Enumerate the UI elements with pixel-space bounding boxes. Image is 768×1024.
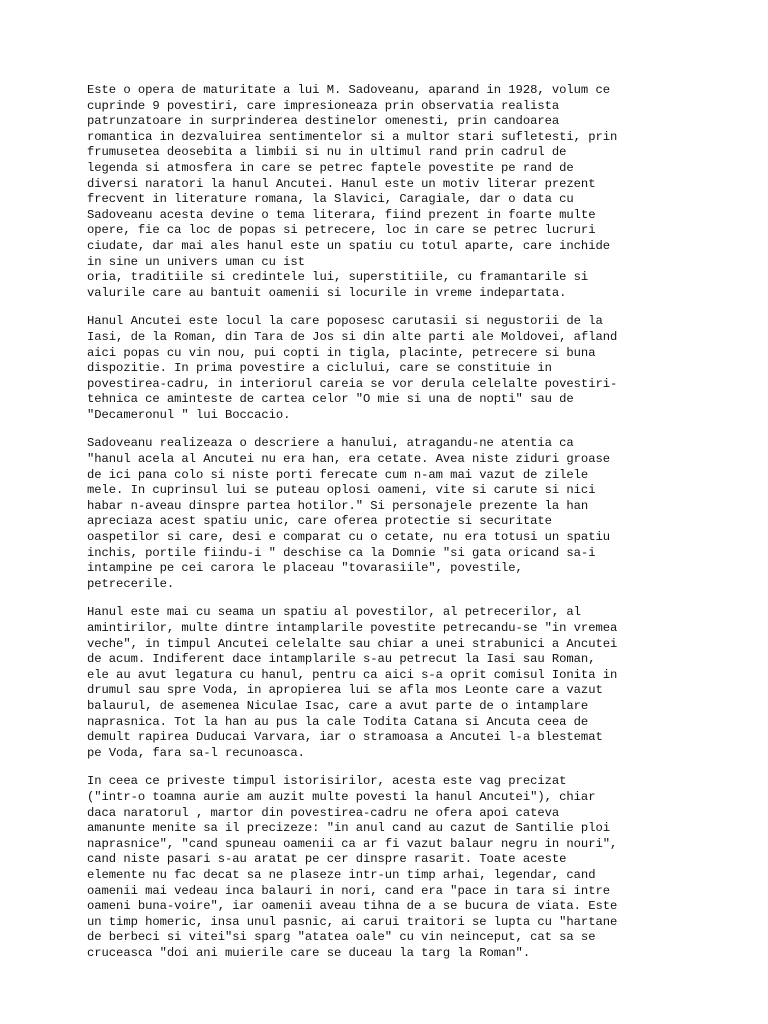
text-line: Sadoveanu realizeaza o descriere a hanului, atragandu-ne atentia ca (87, 436, 574, 451)
text-line: frecvent in literature romana, la Slavici, Caragiale, dar o data cu (87, 192, 574, 207)
text-line: petrecerile. (87, 576, 175, 591)
text-line: ("intr-o toamna aurie am auzit multe povesti la hanul Ancutei"), chiar (87, 789, 596, 804)
text-line: oria, traditiile si credintele lui, superstitiile, cu framantarile si (87, 270, 589, 285)
text-line: tehnica ce aminteste de cartea celor "O mie si una de nopti" sau de (87, 392, 574, 407)
text-line: patrunzatoare in surprinderea destinelor omenesti, prin candoarea (87, 114, 560, 129)
text-line: "Decameronul " lui Boccacio. (87, 407, 291, 422)
text-line: povestirea-cadru, in interiorul careia se vor derula celelalte povestiri- (87, 376, 618, 391)
text-line: Sadoveanu acesta devine o tema literara, fiind prezent in foarte multe (87, 207, 596, 222)
text-line: daca naratorul , martor din povestirea-cadru ne ofera apoi cateva (87, 805, 560, 820)
text-line: oamenii mai vedeau inca balauri in nori, cand era "pace in tara si intre (87, 883, 610, 898)
text-line: habar n-aveau dinspre partea hotilor." Si personajele prezente la han (87, 498, 589, 513)
text-line: in sine un univers uman cu ist (87, 254, 305, 269)
text-line: amintirilor, multe dintre intamplarile povestite petrecandu-se "in vremea (87, 621, 618, 635)
text-line: "hanul acela al Ancutei nu era han, era cetate. Avea niste ziduri groase (87, 452, 610, 467)
text-line: cuprinde 9 povestiri, care impresioneaza prin observatia realista (87, 98, 560, 113)
text-line: ele au avut legatura cu hanul, pentru ca aici s-a oprit comisul Ionita in (87, 667, 618, 682)
text-line: Hanul Ancutei este locul la care poposesc carutasii si negustorii de la (87, 314, 603, 329)
document-page (87, 83, 687, 974)
text-line: de acum. Indiferent dace intamplarile s-au petrecut la Iasi sau Roman, (87, 652, 596, 667)
text-line: mele. In cuprinsul lui se puteau oplosi oameni, vite si carute si nici (87, 483, 596, 498)
text-line: romantica in dezvaluirea sentimentelor si a multor stari sufletesti, prin (87, 129, 618, 144)
text-line: demult rapirea Duducai Varvara, iar o stramoasa a Ancutei l-a blestemat (87, 730, 603, 745)
text-line: drumul sau spre Voda, in apropierea lui se afla mos Leonte care a vazut (87, 683, 603, 698)
text-line: de berbeci si vitei"si sparg "atatea oale" cu vin neinceput, cat sa se (87, 930, 596, 945)
text-line: veche", in timpul Ancutei celelalte sau chiar a unei strabunici a Ancutei (87, 636, 618, 651)
text-line: intampine pe cei carora le placeau "tovarasiile", povestile, (87, 561, 523, 576)
text-line: elemente nu fac decat sa ne plaseze intr-un timp arhai, legendar, cand (87, 867, 596, 882)
text-line: naprasnica. Tot la han au pus la cale Todita Catana si Ancuta ceea de (87, 714, 589, 729)
text-line: diversi naratori la hanul Ancutei. Hanul este un motiv literar prezent (87, 176, 596, 191)
text-line: dispozitie. In prima povestire a ciclului, care se constituie in (87, 361, 552, 376)
paragraph-4 (87, 605, 687, 761)
text-line: apreciaza acest spatiu unic, care oferea protectie si securitate (87, 514, 552, 529)
text-line: cruceasca "doi ani muierile care se duceau la targ la Roman". (87, 945, 531, 960)
text-line: ciudate, dar mai ales hanul este un spatiu cu totul aparte, care inchide (87, 238, 610, 253)
text-line: naprasnice", "cand spuneau oamenii ca ar fi vazut balaur negru in nouri", (87, 836, 618, 851)
paragraph-1 (87, 83, 687, 301)
text-line: Este o opera de maturitate a lui M. Sadoveanu, aparand in 1928, volum ce (87, 83, 610, 97)
text-line: inchis, portile fiindu-i " deschise ca la Domnie "si gata oricand sa-i (87, 545, 596, 560)
text-line: opere, fie ca loc de popas si petrecere, loc in care se petrec lucruri (87, 223, 596, 238)
text-line: de ici pana colo si niste porti ferecate cum n-am mai vazut de zilele (87, 467, 589, 482)
paragraph-5 (87, 774, 687, 961)
text-line: aici popas cu vin nou, pui copti in tigla, placinte, petrecere si buna (87, 345, 596, 360)
text-line: frumusetea deosebita a limbii si nu in ultimul rand prin cadrul de (87, 145, 567, 160)
text-line: Iasi, de la Roman, din Tara de Jos si din alte parti ale Moldovei, afland (87, 329, 618, 344)
text-line: Hanul este mai cu seama un spatiu al povestilor, al petrecerilor, al (87, 605, 581, 620)
text-line: oameni buna-voire", iar oamenii aveau tihna de a se bucura de viata. Este (87, 899, 618, 914)
text-line: legenda si atmosfera in care se petrec faptele povestite pe rand de (87, 160, 574, 175)
text-line: oaspetilor si care, desi e comparat cu o cetate, nu era totusi un spatiu (87, 530, 610, 545)
text-line: In ceea ce priveste timpul istorisirilor, acesta este vag precizat (87, 774, 567, 789)
text-line: un timp homeric, insa unul pasnic, ai carui traitori se lupta cu "hartane (87, 914, 618, 929)
text-line: pe Voda, fara sa-l recunoasca. (87, 745, 305, 760)
text-line: cand niste pasari s-au aratat pe cer dinspre rasarit. Toate aceste (87, 852, 567, 867)
paragraph-3 (87, 436, 687, 592)
paragraph-2 (87, 314, 687, 423)
text-line: valurile care au bantuit oamenii si locurile in vreme indepartata. (87, 285, 567, 300)
text-line: balaurul, de asemenea Niculae Isac, care a avut parte de o intamplare (87, 698, 589, 713)
text-line: amanunte menite sa il precizeze: "in anul cand au cazut de Santilie ploi (87, 821, 610, 836)
